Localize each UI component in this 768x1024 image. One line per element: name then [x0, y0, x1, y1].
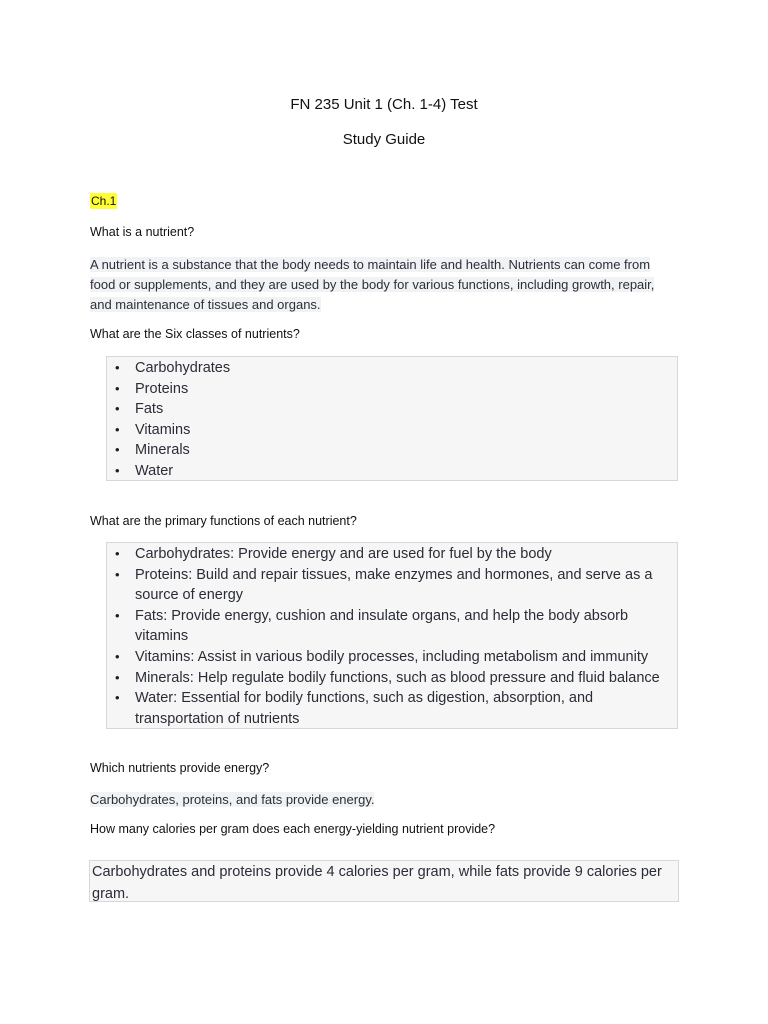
functions-list: [107, 544, 677, 729]
answer-calories-per-gram: Carbohydrates and proteins provide 4 calories per gram, while fats provide 9 calories per gram.: [89, 860, 679, 902]
question-energy-nutrients: Which nutrients provide energy?: [90, 761, 270, 775]
functions-list-box: [106, 542, 678, 729]
list-item: • Proteins: [135, 379, 677, 400]
list-item: • Fats: [135, 399, 677, 420]
list-item: • Minerals: [135, 440, 677, 461]
chapter-heading: Ch.1: [91, 194, 117, 208]
document-title: FN 235 Unit 1 (Ch. 1-4) Test: [290, 96, 478, 113]
answer-text: Carbohydrates, proteins, and fats provide energy.: [90, 792, 375, 807]
question-what-is-nutrient: What is a nutrient?: [90, 225, 195, 239]
list-item: • Fats: Provide energy, cushion and insulate organs, and help the body absorb vitamins: [135, 606, 677, 647]
six-classes-list: [107, 358, 677, 482]
question-six-classes: What are the Six classes of nutrients?: [90, 327, 300, 341]
list-item: • Vitamins: Assist in various bodily processes, including metabolism and immunity: [135, 647, 677, 668]
question-calories-per-gram: How many calories per gram does each energy-yielding nutrient provide?: [90, 822, 496, 836]
answer-energy-nutrients: [90, 790, 662, 810]
list-item: • Water: Essential for bodily functions, such as digestion, absorption, and transportation of nutrients: [135, 688, 677, 729]
answer-what-is-nutrient: [90, 255, 662, 315]
list-item: • Water: [135, 461, 677, 482]
list-item: • Minerals: Help regulate bodily functions, such as blood pressure and fluid balance: [135, 668, 677, 689]
list-item: • Proteins: Build and repair tissues, make enzymes and hormones, and serve as a source of energy: [135, 565, 677, 606]
list-item: • Carbohydrates: [135, 358, 677, 379]
six-classes-list-box: [106, 356, 678, 481]
list-item: • Vitamins: [135, 420, 677, 441]
document-subtitle: Study Guide: [342, 131, 426, 148]
list-item: • Carbohydrates: Provide energy and are used for fuel by the body: [135, 544, 677, 565]
question-primary-functions: What are the primary functions of each nutrient?: [90, 514, 357, 528]
answer-text: A nutrient is a substance that the body needs to maintain life and health. Nutrients can come from food or supplements, and they are used by the body for various functions, including growth, repair, and maintenance of tissues and organs.: [90, 257, 655, 312]
